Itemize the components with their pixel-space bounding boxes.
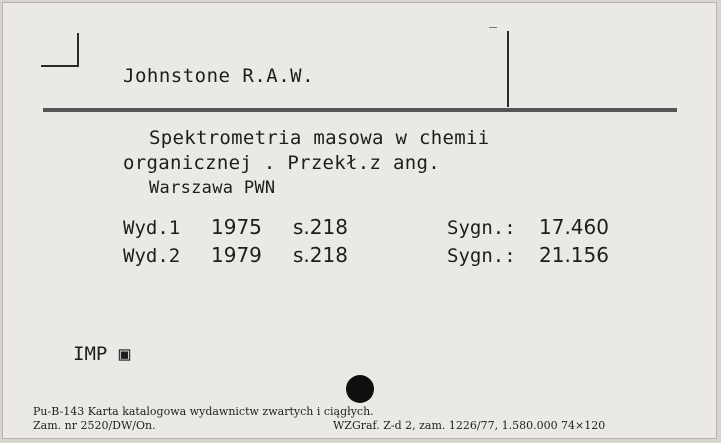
small-dash-mark [489,27,497,28]
vertical-divider [507,31,509,107]
signature-number: 17.460 [539,215,609,239]
edition-row [123,243,609,267]
edition-label: Wyd.2 [123,245,181,267]
signature-label: Sygn.: [447,217,516,239]
edition-row [123,215,609,239]
title-line-1: Spektrometria masowa w chemii [149,127,490,149]
edition-year: 1979 [211,243,262,267]
punch-hole [346,375,374,403]
edition-label: Wyd.1 [123,217,181,239]
author-heading: Johnstone R.A.W. [123,65,315,87]
horizontal-rule [43,108,677,112]
corner-mark-horizontal [41,65,79,67]
imp-stamp: IMP ▣ [73,343,131,365]
footer-form-line: Pu-B-143 Karta katalogowa wydawnictw zwartych i ciągłych. [33,405,374,418]
footer-order-line: Zam. nr 2520/DW/On. [33,419,156,432]
title-line-2: organicznej . Przekł.z ang. [123,152,440,174]
edition-pages: s.218 [293,243,348,267]
signature-number: 21.156 [539,243,609,267]
edition-pages: s.218 [293,215,348,239]
catalog-card [2,2,717,439]
publisher-line: Warszawa PWN [149,178,276,198]
signature-label: Sygn.: [447,245,516,267]
edition-year: 1975 [211,215,262,239]
footer-printer-line: WZGraf. Z-d 2, zam. 1226/77, 1.580.000 74×120 [333,419,606,432]
corner-mark-vertical [77,33,79,67]
